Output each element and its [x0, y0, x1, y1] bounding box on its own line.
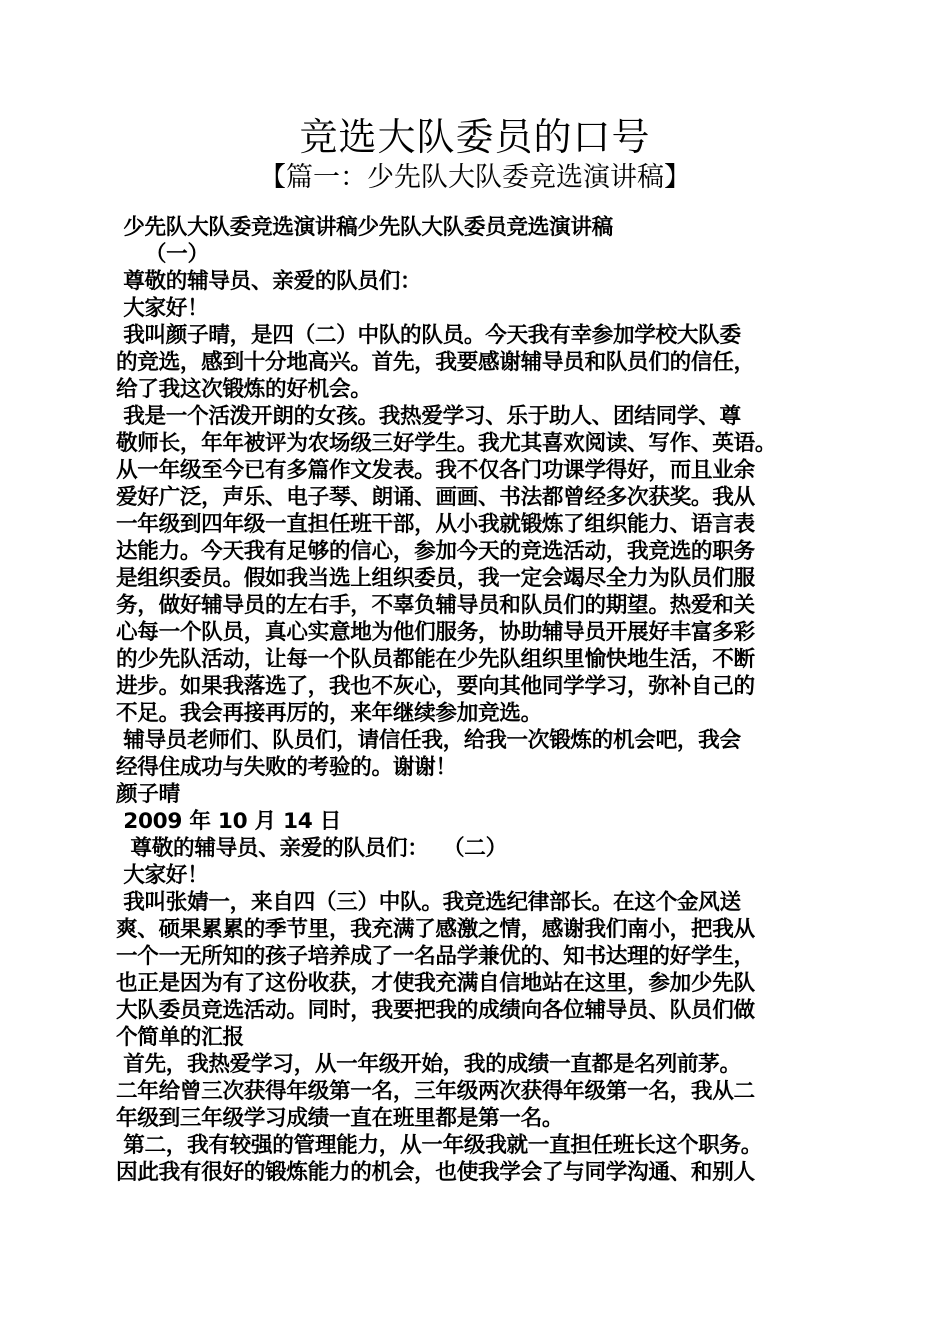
text-line: 爽、硕果累累的季节里，我充满了感激之情，感谢我们南小，把我从 — [116, 917, 755, 942]
text-line: 爱好广泛，声乐、电子琴、朗诵、画画、书法都曾经多次获奖。我从 — [116, 485, 755, 510]
text-line: 务，做好辅导员的左右手，不辜负辅导员和队员们的期望。热爱和关 — [116, 593, 755, 618]
text-line: 第二，我有较强的管理能力，从一年级我就一直担任班长这个职务。 — [116, 1133, 763, 1158]
text-line: 大家好！ — [116, 296, 209, 321]
text-line: 的竞选，感到十分地高兴。首先，我要感谢辅导员和队员们的信任， — [116, 350, 755, 375]
text-line: 尊敬的辅导员、亲爱的队员们： — [116, 269, 422, 294]
text-line: 敬师长，年年被评为农场级三好学生。我尤其喜欢阅读、写作、英语。 — [116, 431, 777, 456]
text-line: 大队委员竞选活动。同时，我要把我的成绩向各位辅导员、队员们做 — [116, 998, 755, 1023]
text-line: 达能力。今天我有足够的信心，参加今天的竞选活动，我竞选的职务 — [116, 539, 755, 564]
text-line: 2009 年 10 月 14 日 — [116, 809, 341, 834]
text-line: 的少先队活动，让每一个队员都能在少先队组织里愉快地生活，不断 — [116, 647, 755, 672]
document-body — [116, 214, 846, 1186]
text-line: 少先队大队委竞选演讲稿少先队大队委员竞选演讲稿 — [116, 215, 613, 240]
text-line: 因此我有很好的锻炼能力的机会，也使我学会了与同学沟通、和别人 — [116, 1160, 755, 1185]
text-line: 大家好！ — [116, 863, 209, 888]
text-line: 一个一无所知的孩子培养成了一名品学兼优的、知书达理的好学生， — [116, 944, 755, 969]
text-line: 我叫张婧一，来自四（三）中队。我竞选纪律部长。在这个金风送 — [116, 890, 741, 915]
text-line: 也正是因为有了这份收获，才使我充满自信地站在这里，参加少先队 — [116, 971, 755, 996]
text-line: 首先，我热爱学习，从一年级开始，我的成绩一直都是名列前茅。 — [116, 1052, 741, 1077]
text-line: 尊敬的辅导员、亲爱的队员们： （二） — [116, 836, 507, 861]
text-line: 颜子晴 — [116, 782, 180, 807]
text-line: 是组织委员。假如我当选上组织委员，我一定会竭尽全力为队员们服 — [116, 566, 755, 591]
document-subtitle: 【篇一：少先队大队委竞选演讲稿】 — [259, 162, 691, 193]
text-line: 二年给曾三次获得年级第一名，三年级两次获得年级第一名，我从二 — [116, 1079, 755, 1104]
text-line: （一） — [116, 242, 209, 267]
text-line: 年级到三年级学习成绩一直在班里都是第一名。 — [116, 1106, 564, 1131]
text-line: 辅导员老师们、队员们，请信任我，给我一次锻炼的机会吧，我会 — [116, 728, 741, 753]
text-line: 我是一个活泼开朗的女孩。我热爱学习、乐于助人、团结同学、尊 — [116, 404, 741, 429]
text-line: 从一年级至今已有多篇作文发表。我不仅各门功课学得好，而且业余 — [116, 458, 755, 483]
text-line: 不足。我会再接再厉的，来年继续参加竞选。 — [116, 701, 542, 726]
text-line: 我叫颜子晴，是四（二）中队的队员。今天我有幸参加学校大队委 — [116, 323, 741, 348]
text-line: 给了我这次锻炼的好机会。 — [116, 377, 372, 402]
text-line: 经得住成功与失败的考验的。谢谢！ — [116, 755, 457, 780]
text-line: 进步。如果我落选了，我也不灰心，要向其他同学学习，弥补自己的 — [116, 674, 755, 699]
text-line: 一年级到四年级一直担任班干部，从小我就锻炼了组织能力、语言表 — [116, 512, 755, 537]
text-line: 个简单的汇报 — [116, 1025, 244, 1050]
document-title: 竞选大队委员的口号 — [299, 115, 651, 159]
text-line: 心每一个队员，真心实意地为他们服务，协助辅导员开展好丰富多彩 — [116, 620, 755, 645]
